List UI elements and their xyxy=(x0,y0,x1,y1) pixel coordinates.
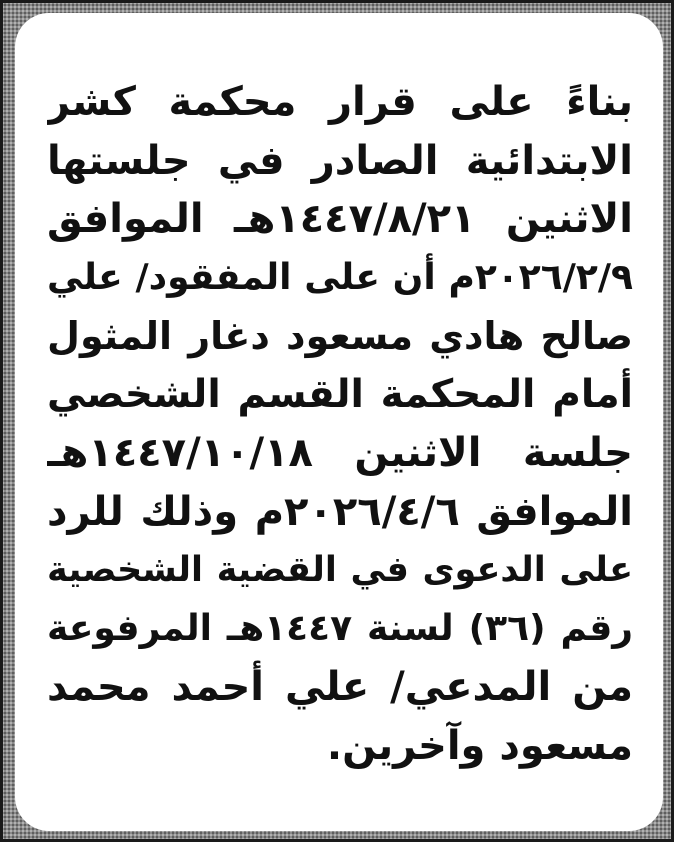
notice-panel xyxy=(15,13,663,831)
notice-line: الاثنين ١٤٤٧/٨/٢١هـ الموافق xyxy=(47,196,633,242)
notice-line: ٢٠٢٦/٢/٩م أن على المفقود/ علي xyxy=(47,256,633,298)
notice-line: الابتدائية الصادر في جلستها xyxy=(47,137,633,184)
notice-line: على الدعوى في القضية الشخصية xyxy=(47,550,633,590)
notice-line: مسعود وآخرين. xyxy=(326,722,633,769)
notice-line: صالح هادي مسعود دغار المثول xyxy=(47,314,633,358)
notice-line: من المدعي/ علي أحمد محمد xyxy=(47,664,633,710)
notice-line: جلسة الاثنين ١٤٤٧/١٠/١٨هـ xyxy=(47,430,633,476)
notice-text xyxy=(47,73,633,775)
notice-line: بناءً على قرار محكمة كشر xyxy=(47,79,633,125)
notice-line: رقم (٣٦) لسنة ١٤٤٧هـ المرفوعة xyxy=(47,607,633,649)
notice-line: أمام المحكمة القسم الشخصي xyxy=(47,371,633,417)
notice-line: الموافق ٢٠٢٦/٤/٦م وذلك للرد xyxy=(47,488,633,535)
